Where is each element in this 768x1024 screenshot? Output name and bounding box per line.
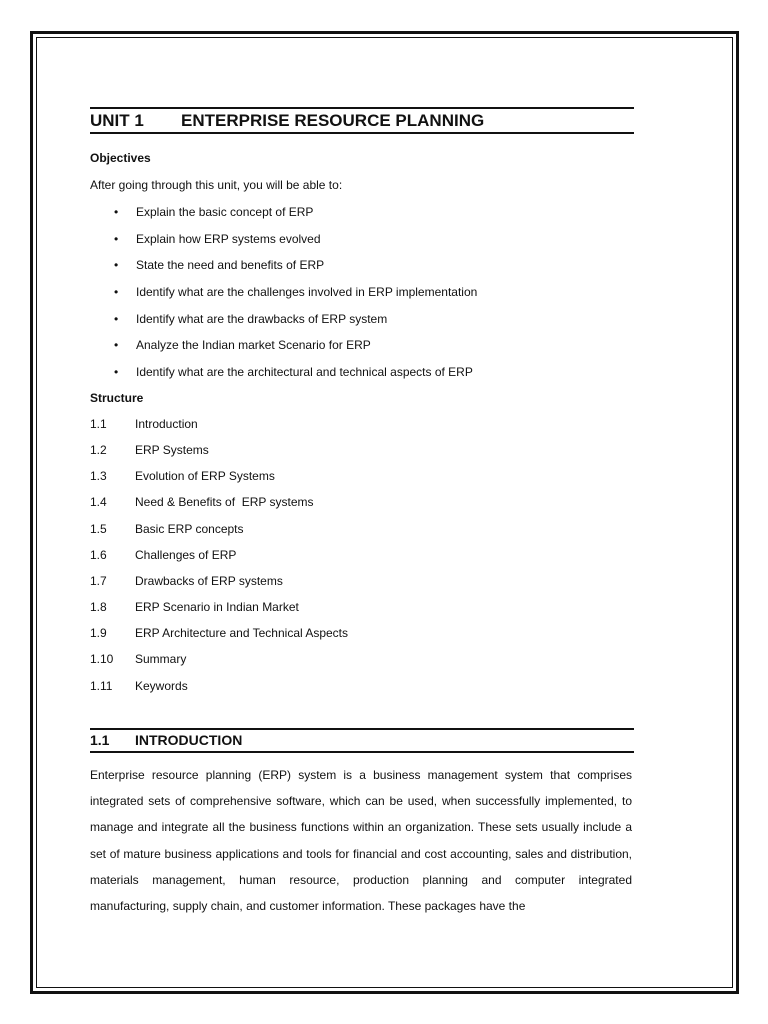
- section-heading-introduction: [90, 730, 242, 750]
- objective-item: • State the need and benefits of ERP: [114, 258, 325, 272]
- unit-title: ENTERPRISE RESOURCE PLANNING: [181, 111, 485, 130]
- structure-item: 1.10 Summary: [90, 652, 187, 666]
- structure-item: 1.7 Drawbacks of ERP systems: [90, 574, 283, 588]
- objective-item: • Identify what are the challenges involved in ERP implementation: [114, 285, 478, 299]
- objective-item: • Explain how ERP systems evolved: [114, 232, 321, 246]
- objective-item: • Identify what are the architectural and technical aspects of ERP: [114, 365, 473, 379]
- introduction-paragraph: Enterprise resource planning (ERP) system is a business management system that comprises integrated sets of comprehensive software, which can be used, when successfully implemented, to manage and integrate all the business functions within an organization. These sets usually include a set of mature business applications and tools for financial and cost accounting, sales and distribution, materials management, human resource, production planning and computer integrated manufacturing, supply chain, and customer information. These packages have the: [90, 768, 632, 914]
- objectives-heading: Objectives: [90, 151, 151, 165]
- structure-item: 1.6 Challenges of ERP: [90, 548, 237, 562]
- objectives-intro: After going through this unit, you will be able to:: [90, 178, 343, 192]
- objective-item: • Analyze the Indian market Scenario for ERP: [114, 338, 371, 352]
- structure-item: 1.11 Keywords: [90, 679, 188, 693]
- structure-item: 1.3 Evolution of ERP Systems: [90, 469, 275, 483]
- structure-item: 1.2 ERP Systems: [90, 443, 209, 457]
- unit-heading: [90, 110, 484, 132]
- unit-number: UNIT 1: [90, 111, 144, 130]
- structure-heading: Structure: [90, 391, 144, 405]
- structure-item: 1.8 ERP Scenario in Indian Market: [90, 600, 299, 614]
- objective-item: • Explain the basic concept of ERP: [114, 205, 314, 219]
- section-heading-bottom-rule: [90, 751, 634, 753]
- unit-heading-top-rule: [90, 107, 634, 109]
- structure-item: 1.4 Need & Benefits of ERP systems: [90, 495, 314, 509]
- structure-item: 1.5 Basic ERP concepts: [90, 522, 244, 536]
- unit-heading-bottom-rule: [90, 132, 634, 134]
- objective-item: • Identify what are the drawbacks of ERP system: [114, 312, 388, 326]
- section-title: INTRODUCTION: [135, 732, 243, 748]
- structure-item: 1.1 Introduction: [90, 417, 198, 431]
- structure-item: 1.9 ERP Architecture and Technical Aspects: [90, 626, 349, 640]
- section-number: 1.1: [90, 732, 110, 748]
